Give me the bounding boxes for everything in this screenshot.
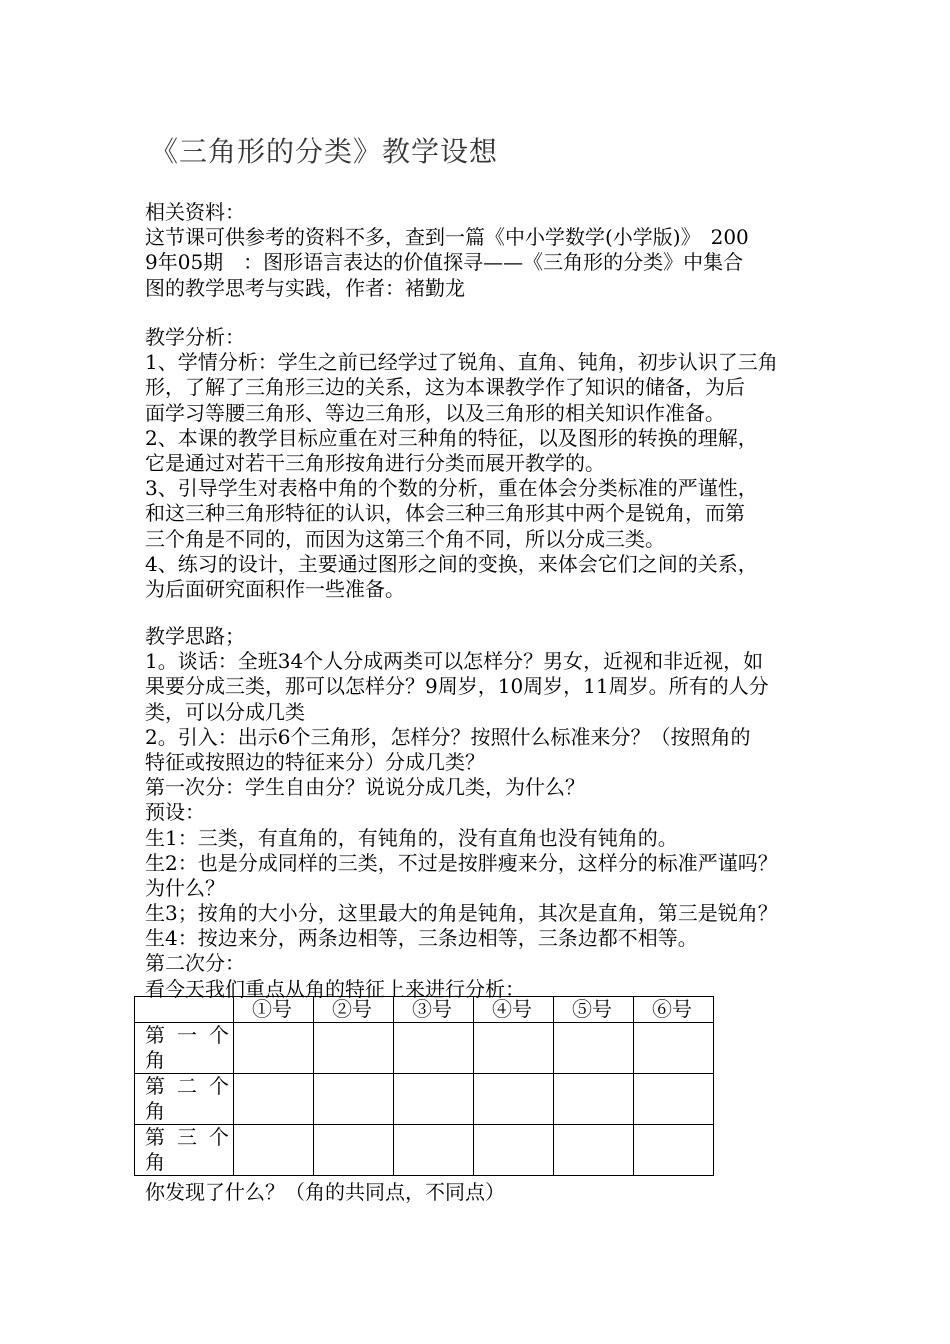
table-cell [314,1023,394,1074]
approach-line: 生4：按边来分，两条边相等，三条边相等，三条边都不相等。 [145,926,698,951]
row-label-top: 第 二 个 [145,1074,229,1098]
table-cell [554,1125,634,1176]
analysis-line: 为后面研究面积作一些准备。 [145,576,405,601]
row-label-top: 第 三 个 [145,1125,229,1149]
table-row [135,1023,714,1074]
analysis-section [145,325,825,602]
table-column-header: ⑤号 [554,997,634,1023]
analysis-line: 面学习等腰三角形、等边三角形，以及三角形的相关知识作准备。 [145,400,725,425]
row-label-bottom: 角 [145,1099,165,1123]
row-label-bottom: 角 [145,1048,165,1072]
closing-line: 你发现了什么？（角的共同点，不同点） [145,1180,505,1204]
resources-heading: 相关资料： [145,200,245,224]
analysis-line: 4、练习的设计，主要通过图形之间的变换，来体会它们之间的关系， [145,551,758,576]
table-cell [474,1023,554,1074]
approach-line: 为什么？ [145,875,225,900]
table-cell [394,1125,474,1176]
resources-line: 9年05期 ：图形语言表达的价值探寻——《三角形的分类》中集合 [145,250,744,275]
table-row-label [135,1125,234,1176]
approach-line: 特征或按照边的特征来分）分成几类？ [145,749,485,774]
table-row [135,1125,714,1176]
table-cell [314,1074,394,1125]
resources-line: 图的教学思考与实践，作者：褚勤龙 [145,275,465,300]
table-cell [314,1125,394,1176]
table-cell [634,1023,714,1074]
angle-analysis-table [134,996,714,1176]
resources-line: 这节课可供参考的资料不多，查到一篇《中小学数学(小学版)》 200 [145,225,749,250]
table-column-header: ④号 [474,997,554,1023]
analysis-line: 2、本课的教学目标应重在对三种角的特征，以及图形的转换的理解， [145,425,758,450]
analysis-heading: 教学分析： [145,325,245,349]
analysis-line: 形，了解了三角形三边的关系，这为本课教学作了知识的储备，为后 [145,375,745,400]
row-label-top: 第 一 个 [145,1023,229,1047]
analysis-line: 和这三种三角形特征的认识，体会三种三角形其中两个是锐角，而第 [145,501,745,526]
analysis-line: 三个角是不同的，而因为这第三个角不同，所以分成三类。 [145,526,665,551]
closing-section [145,1180,825,1205]
approach-line: 第二次分： [145,951,245,976]
table-row-label [135,1023,234,1074]
approach-line: 生1：三类，有直角的，有钝角的，没有直角也没有钝角的。 [145,825,678,850]
approach-line: 预设： [145,800,205,825]
table-cell [234,1074,314,1125]
analysis-line: 它是通过对若干三角形按角进行分类而展开教学的。 [145,450,605,475]
approach-line: 第一次分：学生自由分？说说分成几类，为什么？ [145,775,585,800]
approach-line: 生2：也是分成同样的三类，不过是按胖瘦来分，这样分的标准严谨吗？ [145,850,778,875]
approach-section [145,624,825,1002]
table-corner-cell [135,997,234,1023]
approach-line: 果要分成三类，那可以怎样分？9周岁，10周岁，11周岁。所有的人分 [145,674,769,699]
table-column-header: ③号 [394,997,474,1023]
table-header-row [135,997,714,1023]
table-column-header: ①号 [234,997,314,1023]
table-row [135,1074,714,1125]
table-column-header: ⑥号 [634,997,714,1023]
analysis-line: 1、学情分析：学生之前已经学过了锐角、直角、钝角，初步认识了三角 [145,350,778,375]
approach-line: 生3；按角的大小分，这里最大的角是钝角，其次是直角，第三是锐角？ [145,901,778,926]
analysis-line: 3、引导学生对表格中角的个数的分析，重在体会分类标准的严谨性， [145,476,758,501]
table-cell [394,1074,474,1125]
table-cell [394,1023,474,1074]
table-cell [474,1074,554,1125]
resources-section [145,200,825,301]
approach-line: 1。谈话：全班34个人分成两类可以怎样分？男女，近视和非近视，如 [145,649,764,674]
document-title: 《三角形的分类》教学设想 [150,135,499,168]
table-row-label [135,1074,234,1125]
table-cell [234,1023,314,1074]
table-column-header: ②号 [314,997,394,1023]
row-label-bottom: 角 [145,1150,165,1174]
approach-line: 2。引入：出示6个三角形，怎样分？按照什么标准来分？（按照角的 [145,724,751,749]
table-cell [474,1125,554,1176]
table-cell [554,1023,634,1074]
table-cell [634,1125,714,1176]
table-cell [634,1074,714,1125]
approach-line: 看今天我们重点从角的特征上来进行分析： [145,976,525,1001]
table-cell [234,1125,314,1176]
approach-heading: 教学思路； [145,624,245,648]
table-cell [554,1074,634,1125]
approach-line: 类，可以分成几类 [145,699,305,724]
